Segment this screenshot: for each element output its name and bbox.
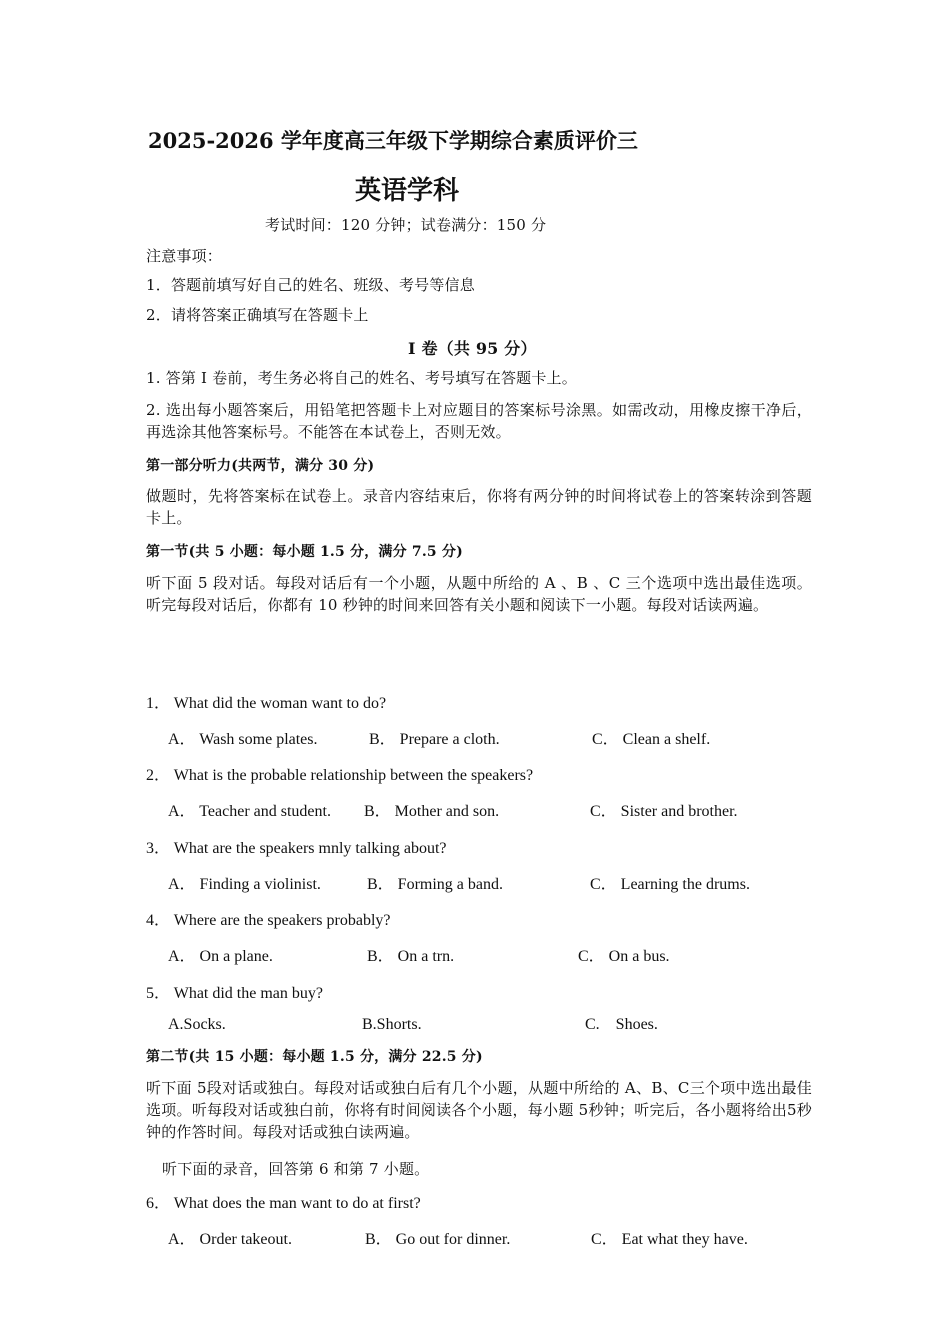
question-4: 4． Where are the speakers probably? <box>146 912 391 929</box>
option-a: A． Wash some plates. <box>168 731 318 748</box>
subject-title: 英语学科 <box>355 176 460 206</box>
option-c: C． Learning the drums. <box>590 876 750 893</box>
listening-heading: 第一部分听力(共两节，满分 30 分) <box>146 458 375 474</box>
section1-heading: 第一节(共 5 小题：每小题 1.5 分，满分 7.5 分) <box>146 544 463 560</box>
section2-prompt: 听下面的录音，回答第 6 和第 7 小题。 <box>162 1160 430 1178</box>
option-a: A． Teacher and student. <box>168 803 331 820</box>
note-item: 1．答题前填写好自己的姓名、班级、考号等信息 <box>146 276 475 294</box>
option-c: C． Eat what they have. <box>591 1231 748 1248</box>
section1-intro: 听下面 5 段对话。每段对话后有一个小题，从题中所给的 A 、B 、C 三个选项中选出最佳选项。听完每段对话后，你都有 10 秒钟的时间来回答有关小题和阅读下一小题。每段对话读两遍。 <box>146 574 812 614</box>
question-1: 1． What did the woman want to do? <box>146 695 387 712</box>
part1-instruction: 2. 选出每小题答案后，用铅笔把答题卡上对应题目的答案标号涂黑。如需改动，用橡皮擦干净后，再选涂其他答案标号。不能答在本试卷上，否则无效。 <box>146 401 812 441</box>
listening-intro: 做题时，先将答案标在试卷上。录音内容结束后，你将有两分钟的时间将试卷上的答案转涂到答题卡上。 <box>146 487 812 527</box>
option-b: B． Mother and son. <box>364 803 500 820</box>
option-a: A． Order takeout. <box>168 1231 292 1248</box>
option-b: B． Prepare a cloth. <box>369 731 500 748</box>
option-a: A． Finding a violinist. <box>168 876 321 893</box>
option-c: C． On a bus. <box>578 948 670 965</box>
option-c: C． Sister and brother. <box>590 803 738 820</box>
option-b: B.Shorts. <box>362 1016 422 1033</box>
option-c: C. Shoes. <box>585 1016 658 1033</box>
section2-intro: 听下面 5段对话或独白。每段对话或独白后有几个小题，从题中所给的 A、B、C三个项中选出最佳选项。听每段对话或独白前，你将有时间阅读各个小题，每小题 5秒钟；听完后，各小题将给出5秒钟的作答时间。每段对话或独白读两遍。 <box>146 1079 812 1141</box>
option-a: A． On a plane. <box>168 948 273 965</box>
exam-info: 考试时间：120 分钟；试卷满分：150 分 <box>265 216 547 234</box>
note-item: 2．请将答案正确填写在答题卡上 <box>146 306 369 324</box>
question-2: 2． What is the probable relationship between the speakers? <box>146 767 534 784</box>
exam-title: 2025-2026 学年度高三年级下学期综合素质评价三 <box>148 128 638 153</box>
question-6: 6． What does the man want to do at first? <box>146 1195 421 1212</box>
notes-heading: 注意事项： <box>146 247 223 265</box>
option-b: B． On a trn. <box>367 948 455 965</box>
part1-instruction: 1. 答第 Ⅰ 卷前，考生务必将自己的姓名、考号填写在答题卡上。 <box>146 369 577 387</box>
section2-heading: 第二节(共 15 小题：每小题 1.5 分，满分 22.5 分) <box>146 1049 483 1065</box>
option-c: C． Clean a shelf. <box>592 731 711 748</box>
part1-title: Ⅰ 卷（共 95 分） <box>408 339 537 358</box>
option-b: B． Forming a band. <box>367 876 503 893</box>
question-3: 3． What are the speakers mnly talking about? <box>146 840 447 857</box>
option-b: B． Go out for dinner. <box>365 1231 511 1248</box>
option-a: A.Socks. <box>168 1016 226 1033</box>
question-5: 5． What did the man buy? <box>146 985 324 1002</box>
